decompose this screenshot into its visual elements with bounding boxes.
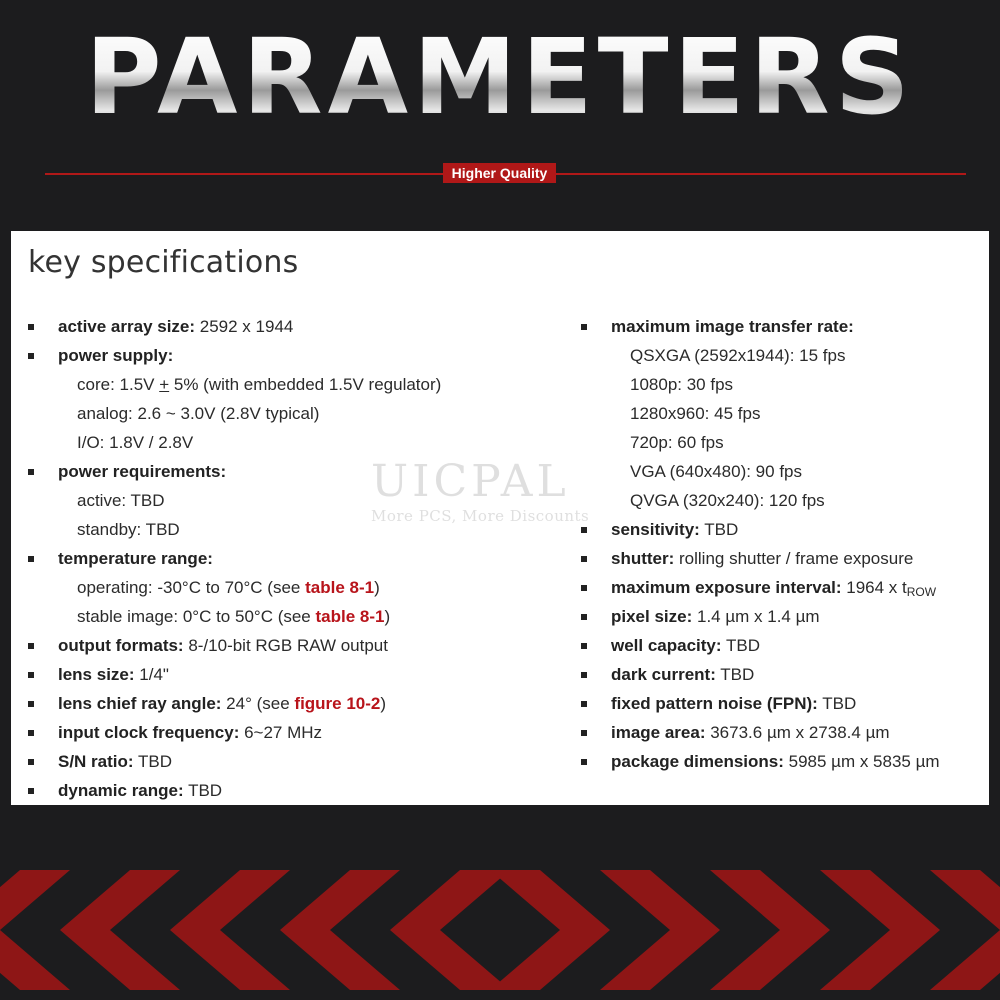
spec-label: power requirements: [58,462,227,481]
spec-label: active array size: [58,317,196,336]
bullet-icon [581,614,587,620]
spec-rate-mode [581,428,981,457]
chevron-left-icon [170,870,290,990]
bullet-icon [28,353,34,359]
spec-temp-stable [28,602,568,631]
spec-input-clock [28,718,568,747]
spec-power-io [28,428,568,457]
divider-right [556,173,966,175]
chevron-right-icon [490,870,610,990]
chevron-right-icon [600,870,720,990]
bullet-icon [581,324,587,330]
bullet-icon [581,759,587,765]
spec-rate-mode [581,341,981,370]
spec-label: image area: [611,723,706,742]
spec-value: I/O: 1.8V / 2.8V [77,433,194,452]
figure-link[interactable]: figure 10-2 [294,694,381,713]
bullet-icon [581,527,587,533]
quality-tag: Higher Quality [443,163,556,183]
table-link[interactable]: table 8-1 [315,607,385,626]
bullet-icon [581,643,587,649]
spec-rate-mode [581,370,981,399]
divider-left [45,173,443,175]
bullet-icon [28,324,34,330]
spec-power-core [28,370,568,399]
spec-value: 5985 µm x 5835 µm [783,752,940,771]
spec-dynamic-range [28,776,568,805]
spec-value: 720p: 60 fps [630,433,724,452]
spec-image-area [581,718,981,747]
spec-exposure-interval [581,573,981,602]
spec-value: 6~27 MHz [239,723,323,742]
chevron-right-icon [710,870,830,990]
bullet-icon [581,701,587,707]
spec-label: dynamic range: [58,781,184,800]
spec-value: 5% (with embedded 1.5V regulator) [169,375,442,394]
spec-column-left [28,312,568,805]
bullet-icon [28,643,34,649]
spec-power-standby [28,515,568,544]
spec-value: TBD [133,752,172,771]
spec-value: standby: TBD [77,520,180,539]
chevron-right-icon [820,870,940,990]
spec-value: VGA (640x480): 90 fps [630,462,802,481]
spec-label: shutter: [611,549,675,568]
spec-rate-mode [581,399,981,428]
spec-value: TBD [721,636,760,655]
spec-label: input clock frequency: [58,723,240,742]
spec-label: package dimensions: [611,752,784,771]
spec-power-supply [28,341,568,370]
spec-label: power supply: [58,346,174,365]
spec-value: 24° (see [221,694,295,713]
spec-value: TBD [183,781,223,800]
spec-package-dimensions [581,747,981,776]
spec-power-active [28,486,568,515]
spec-label: maximum exposure interval: [611,578,842,597]
chevron-left-icon [280,870,400,990]
spec-panel [11,231,989,805]
spec-shutter [581,544,981,573]
spec-rate-mode [581,486,981,515]
spec-value: 3673.6 µm x 2738.4 µm [705,723,890,742]
bullet-icon [28,730,34,736]
spec-value: TBD [715,665,755,684]
spec-label: S/N ratio: [58,752,134,771]
subscript-row: ROW [906,585,937,599]
bullet-icon [581,730,587,736]
spec-label: pixel size: [611,607,693,626]
spec-column-right [581,312,981,776]
spec-power-analog [28,399,568,428]
spec-transfer-rate [581,312,981,341]
spec-value: 1.4 µm x 1.4 µm [692,607,820,626]
panel-heading: key specifications [28,245,299,280]
spec-dark-current [581,660,981,689]
bullet-icon [28,759,34,765]
spec-label: lens size: [58,665,135,684]
chevron-pattern [0,860,1000,1000]
spec-value: 1280x960: 45 fps [630,404,761,423]
spec-value: stable image: 0°C to 50°C (see [77,607,316,626]
spec-power-requirements [28,457,568,486]
chevron-right-icon [930,870,1000,990]
spec-value: ) [384,607,391,626]
spec-label: temperature range: [58,549,213,568]
chevron-left-icon [390,870,510,990]
page-title: PARAMETERS [0,22,1000,132]
spec-temperature-range [28,544,568,573]
spec-value: active: TBD [77,491,165,510]
spec-label: output formats: [58,636,184,655]
watermark-brand: UICPAL [371,456,570,507]
spec-value: 8-/10-bit RGB RAW output [183,636,388,655]
spec-value: QVGA (320x240): 120 fps [630,491,825,510]
watermark-slogan: More PCS, More Discounts [371,507,590,525]
bullet-icon [581,672,587,678]
spec-value: ) [374,578,380,597]
spec-label: fixed pattern noise (FPN): [611,694,818,713]
spec-temp-operating [28,573,568,602]
spec-label: sensitivity: [611,520,700,539]
spec-value: operating: -30°C to 70°C (see [77,578,306,597]
spec-value: analog: 2.6 ~ 3.0V (2.8V typical) [77,404,320,423]
spec-lens-size [28,660,568,689]
bullet-icon [28,788,34,794]
bullet-icon [28,469,34,475]
plus-minus-sign: + [159,375,170,394]
spec-value: QSXGA (2592x1944): 15 fps [630,346,846,365]
bullet-icon [28,556,34,562]
spec-value: 1/4" [134,665,169,684]
chevron-left-icon [60,870,180,990]
spec-value: TBD [699,520,739,539]
spec-value: rolling shutter / frame exposure [674,549,914,568]
spec-pixel-size [581,602,981,631]
spec-value: core: 1.5V [77,375,160,394]
spec-fpn [581,689,981,718]
spec-value: TBD [817,694,857,713]
spec-value: 1080p: 30 fps [630,375,734,394]
spec-active-array-size [28,312,568,341]
spec-value: 1964 x t [841,578,907,597]
spec-label: lens chief ray angle: [58,694,222,713]
spec-label: maximum image transfer rate: [611,317,854,336]
spec-well-capacity [581,631,981,660]
spec-sensitivity [581,515,981,544]
spec-chief-ray-angle [28,689,568,718]
spec-label: dark current: [611,665,716,684]
bullet-icon [581,556,587,562]
bullet-icon [28,701,34,707]
bullet-icon [28,672,34,678]
spec-sn-ratio [28,747,568,776]
table-link[interactable]: table 8-1 [305,578,375,597]
spec-value: ) [380,694,387,713]
spec-label: well capacity: [611,636,722,655]
spec-value: 2592 x 1944 [195,317,294,336]
spec-output-formats [28,631,568,660]
bullet-icon [581,585,587,591]
chevron-left-icon [0,870,70,990]
spec-rate-mode [581,457,981,486]
